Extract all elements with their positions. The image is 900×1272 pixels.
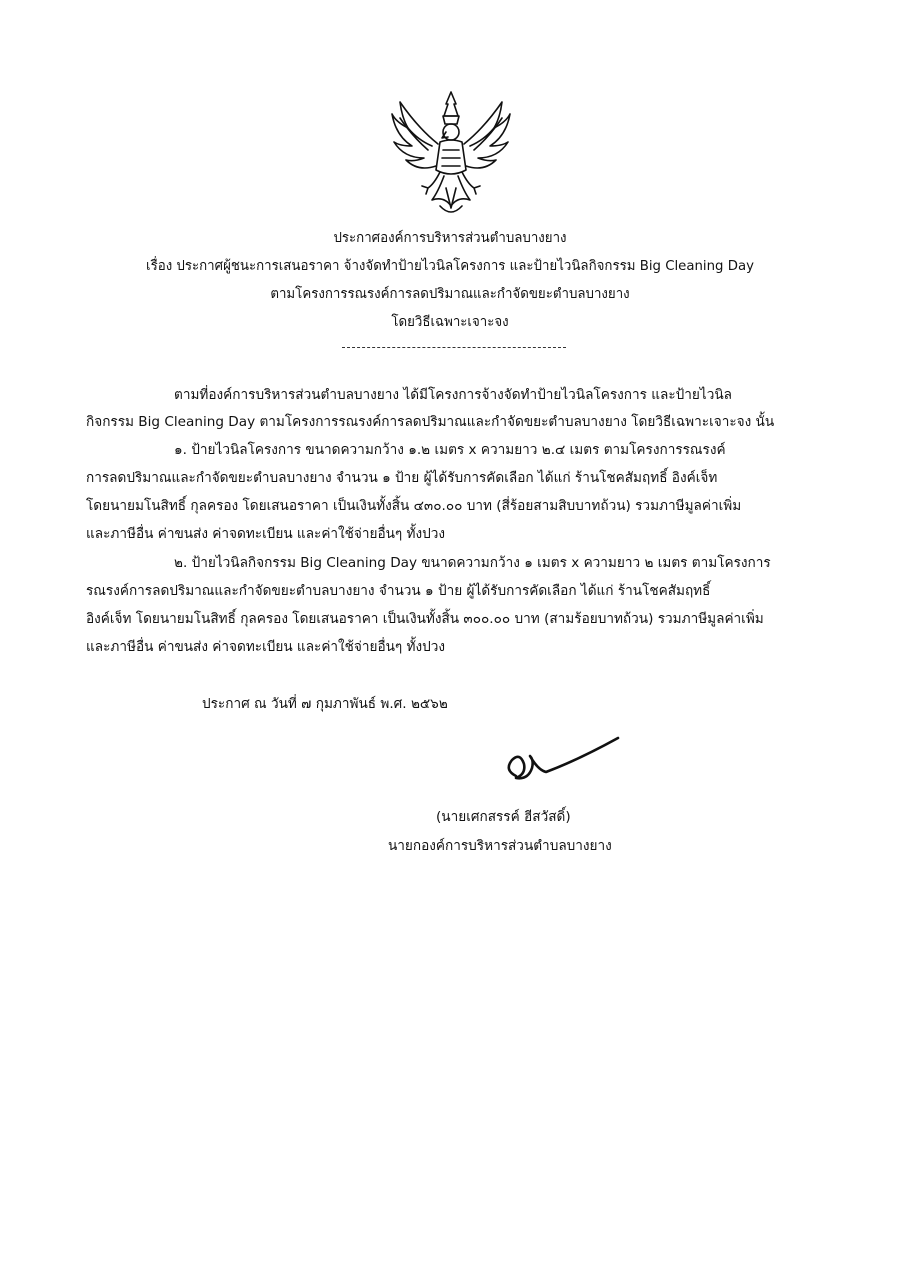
handwritten-signature: [494, 730, 624, 790]
intro-line-1: ตามที่องค์การบริหารส่วนตำบลบางยาง ได้มีโครงการจ้างจัดทำป้ายไวนิลโครงการ และป้ายไวนิล: [174, 387, 732, 403]
announcement-title: ประกาศองค์การบริหารส่วนตำบลบางยาง: [333, 230, 567, 246]
item-2-line-1: ๒. ป้ายไวนิลกิจกรรม Big Cleaning Day ขนาดความกว้าง ๑ เมตร x ความยาว ๒ เมตร ตามโครงการ: [174, 555, 771, 571]
signer-name: (นายเศกสรรค์ ฮีสวัสดิ์): [436, 809, 571, 825]
item-1-line-3: โดยนายมโนสิทธิ์ กุลครอง โดยเสนอราคา เป็นเงินทั้งสิ้น ๔๓๐.๐๐ บาท (สี่ร้อยสามสิบบาทถ้วน) รวมภาษีมูลค่าเพิ่ม: [86, 498, 742, 514]
subject-line-1: เรื่อง ประกาศผู้ชนะการเสนอราคา จ้างจัดทำป้ายไวนิลโครงการ และป้ายไวนิลกิจกรรม Big Cleaning Day: [146, 258, 754, 274]
intro-line-2: กิจกรรม Big Cleaning Day ตามโครงการรณรงค์การลดปริมาณและกำจัดขยะตำบลบางยาง โดยวิธีเฉพาะเจาะจง นั้น: [86, 414, 775, 430]
item-2-line-2: รณรงค์การลดปริมาณและกำจัดขยะตำบลบางยาง จำนวน ๑ ป้าย ผู้ได้รับการคัดเลือก ได้แก่ ร้านโชคสัมฤทธิ์: [86, 583, 711, 599]
subject-line-3: โดยวิธีเฉพาะเจาะจง: [391, 314, 509, 330]
signer-position: นายกองค์การบริหารส่วนตำบลบางยาง: [388, 838, 612, 854]
item-1-line-1: ๑. ป้ายไวนิลโครงการ ขนาดความกว้าง ๑.๒ เมตร x ความยาว ๒.๔ เมตร ตามโครงการรณรงค์: [174, 442, 726, 458]
garuda-emblem-icon: [388, 88, 514, 220]
item-1-line-4: และภาษีอื่น ค่าขนส่ง ค่าจดทะเบียน และค่าใช้จ่ายอื่นๆ ทั้งปวง: [86, 526, 446, 542]
item-2-line-4: และภาษีอื่น ค่าขนส่ง ค่าจดทะเบียน และค่าใช้จ่ายอื่นๆ ทั้งปวง: [86, 639, 446, 655]
announcement-date: ประกาศ ณ วันที่ ๗ กุมภาพันธ์ พ.ศ. ๒๕๖๒: [202, 696, 448, 712]
subject-line-2: ตามโครงการรณรงค์การลดปริมาณและกำจัดขยะตำบลบางยาง: [270, 286, 630, 302]
item-1-line-2: การลดปริมาณและกำจัดขยะตำบลบางยาง จำนวน ๑ ป้าย ผู้ได้รับการคัดเลือก ได้แก่ ร้านโชคสัมฤทธิ์ อิงค์เจ็ท: [86, 470, 718, 486]
item-2-line-3: อิงค์เจ็ท โดยนายมโนสิทธิ์ กุลครอง โดยเสนอราคา เป็นเงินทั้งสิ้น ๓๐๐.๐๐ บาท (สามร้อยบาทถ้วน) รวมภาษีมูลค่าเพิ่ม: [86, 611, 764, 627]
title-divider: [342, 347, 566, 348]
